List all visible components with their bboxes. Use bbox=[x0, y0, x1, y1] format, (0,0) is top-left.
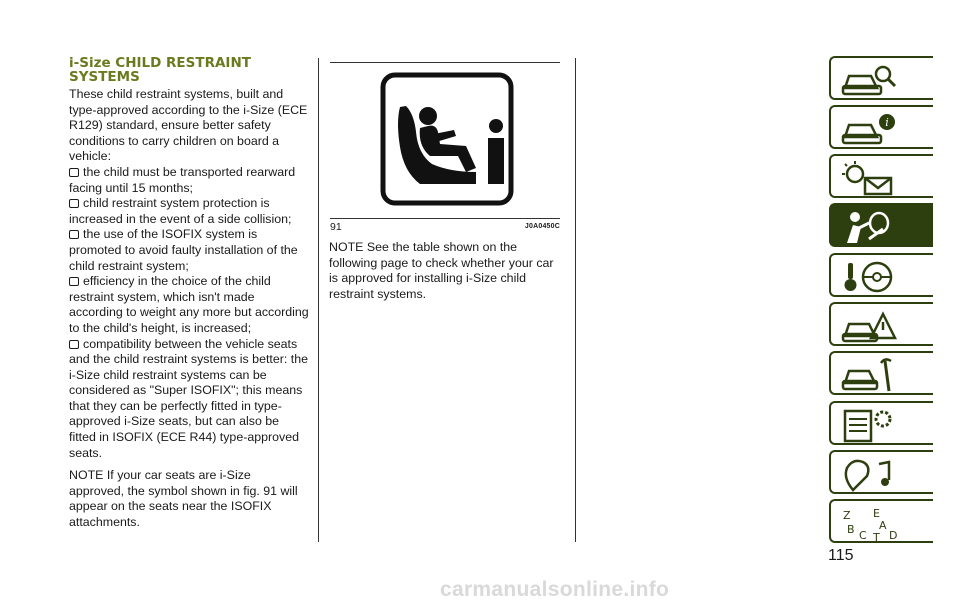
child-seat-i-size-icon bbox=[380, 72, 514, 206]
key-steering-icon bbox=[839, 259, 899, 297]
bullet-item: child restraint system protection is increased in the event of a side collision; bbox=[69, 196, 292, 226]
figure-number: 91 bbox=[330, 221, 342, 233]
watermark: carmanualsonline.info bbox=[440, 578, 670, 601]
bullet-list bbox=[69, 165, 309, 461]
figure-top-rule bbox=[330, 62, 560, 63]
tab-index[interactable] bbox=[829, 499, 933, 543]
tab-safety[interactable] bbox=[829, 203, 933, 247]
bullet-item: the child must be transported rearward facing until 15 months; bbox=[69, 164, 296, 195]
car-service-icon bbox=[839, 357, 899, 395]
technical-data-icon bbox=[839, 407, 899, 445]
warning-lights-icon bbox=[839, 160, 899, 198]
tab-service[interactable] bbox=[829, 351, 933, 395]
note-table-reference: NOTE See the table shown on the following page to check whether your car is approved for installing i-Size child restraint systems. bbox=[329, 240, 554, 301]
tab-starting-driving[interactable] bbox=[829, 253, 933, 297]
index-icon bbox=[839, 505, 899, 543]
svg-text:C: C bbox=[859, 529, 867, 542]
checkbox-bullet-icon bbox=[69, 340, 79, 349]
multimedia-icon bbox=[839, 456, 899, 494]
bullet-item: compatibility between the vehicle seats and the child restraint systems is better: the i-Size child restraint systems can be considered as "Super ISOFIX"; this means that they can be perfectly fitted in type-approved i-Size seats, but can also be fitted in ISOFIX (ECE R44) type-approved seats. bbox=[69, 336, 308, 460]
figure-code: J0A0450C bbox=[524, 223, 560, 230]
tab-emergency[interactable] bbox=[829, 302, 933, 346]
section-title: i-Size CHILD RESTRAINT SYSTEMS bbox=[69, 55, 251, 85]
tab-technical-data[interactable] bbox=[829, 401, 933, 445]
bullet-item: efficiency in the choice of the child restraint system, which isn't made according to weight any more but according to the child's height, is increased; bbox=[69, 274, 309, 335]
svg-text:B: B bbox=[847, 523, 855, 536]
column-divider bbox=[318, 58, 319, 542]
column-divider bbox=[575, 58, 576, 542]
checkbox-bullet-icon bbox=[69, 230, 79, 239]
safety-airbag-icon bbox=[839, 209, 899, 247]
svg-text:D: D bbox=[889, 529, 898, 542]
car-search-icon bbox=[839, 62, 899, 100]
svg-text:A: A bbox=[879, 519, 887, 532]
checkbox-bullet-icon bbox=[69, 277, 79, 286]
intro-paragraph: These child restraint systems, built and type-approved according to the i-Size (ECE R129) standard, ensure better safety conditions to carry children on board a vehicle: bbox=[69, 87, 308, 164]
car-info-icon bbox=[839, 111, 899, 149]
car-warning-icon bbox=[839, 308, 899, 346]
bullet-item: the use of the ISOFIX system is promoted to avoid faulty installation of the child restraint system; bbox=[69, 227, 298, 273]
text-column-left bbox=[69, 56, 309, 531]
checkbox-bullet-icon bbox=[69, 199, 79, 208]
tab-multimedia[interactable] bbox=[829, 450, 933, 494]
tab-warning-lights[interactable] bbox=[829, 154, 933, 198]
page-number: 115 bbox=[828, 547, 854, 564]
svg-text:i: i bbox=[885, 116, 889, 129]
tab-car-search[interactable] bbox=[829, 56, 933, 100]
svg-text:T: T bbox=[873, 531, 880, 543]
svg-text:E: E bbox=[873, 507, 880, 520]
tab-car-info[interactable] bbox=[829, 105, 933, 149]
note-paragraph: NOTE If your car seats are i-Size approved, the symbol shown in fig. 91 will appear on the seats near the ISOFIX attachments. bbox=[69, 468, 298, 530]
svg-text:Z: Z bbox=[843, 509, 851, 522]
figure-bottom-rule bbox=[330, 218, 560, 219]
checkbox-bullet-icon bbox=[69, 168, 79, 177]
